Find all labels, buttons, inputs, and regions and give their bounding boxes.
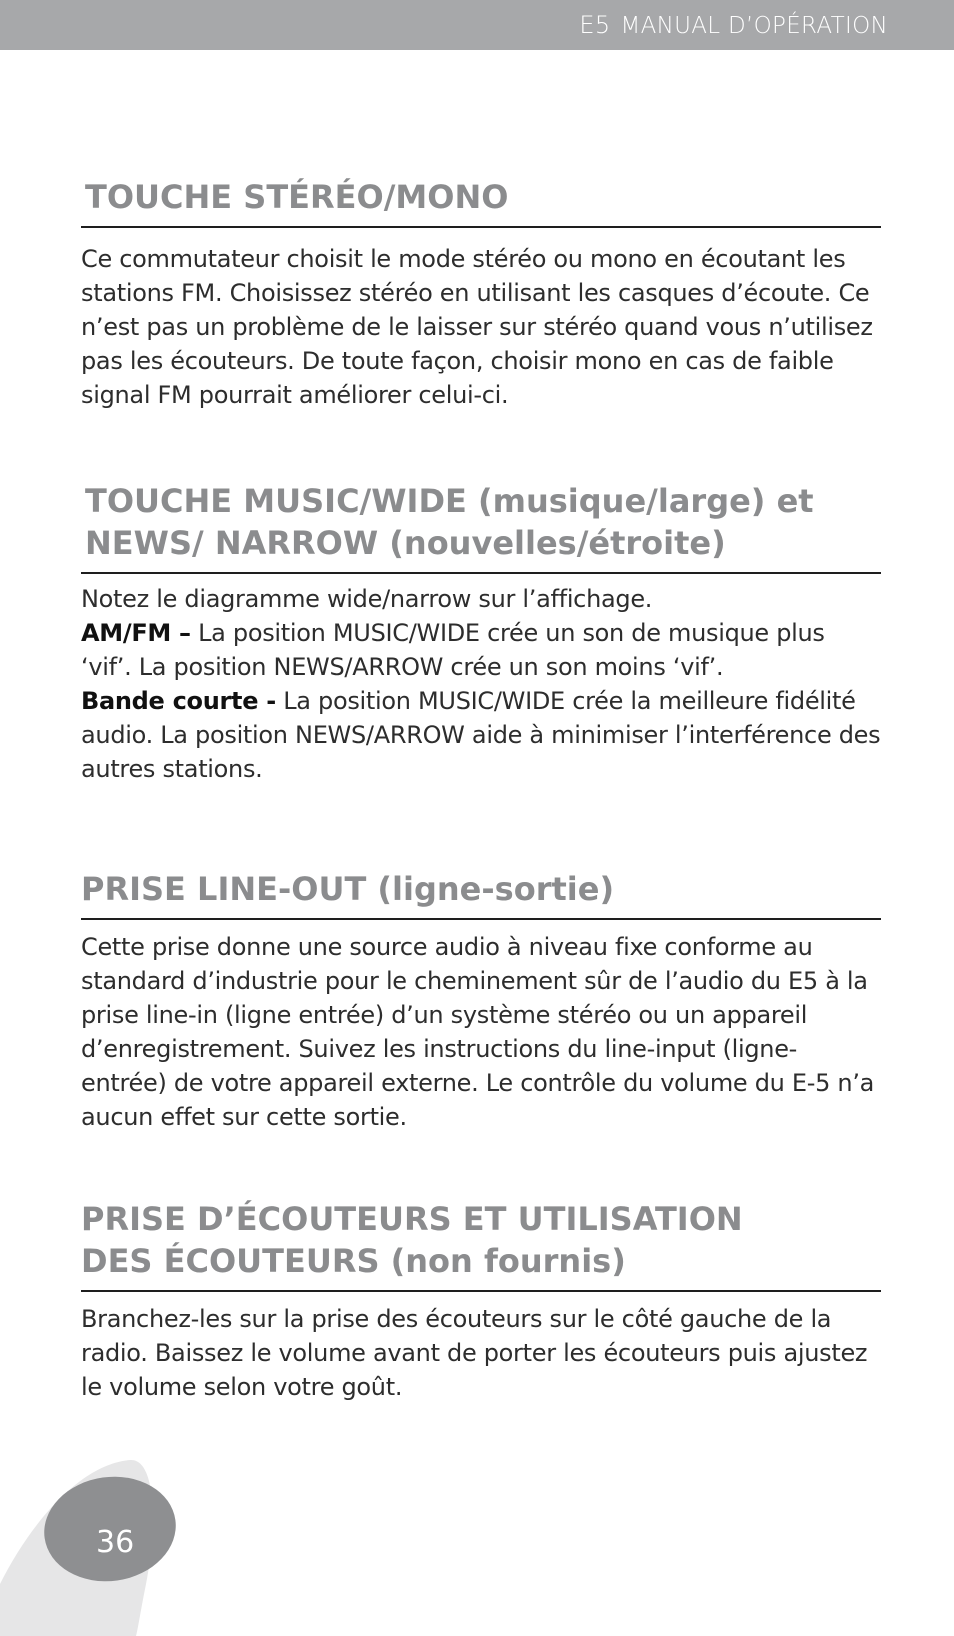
section-paragraph: Cette prise donne une source audio à niveau fixe conforme au standard d’industrie pour le cheminement sûr de l’audio du E5 à la prise line-in (ligne entrée) d’un système stéréo ou un appareil d’enregistrement. Suivez les instructions du line-input (ligne-entrée) de votre appareil externe. Le contrôle du volume du E-5 n’a aucun effet sur cette sortie. — [81, 933, 875, 1131]
header-model: E5 — [579, 11, 611, 39]
section-paragraph: Ce commutateur choisit le mode stéréo ou mono en écoutant les stations FM. Choisissez stéréo en utilisant les casques d’écoute. Ce n’est pas un problème de le laisser sur stéréo quand vous n’utilisez pas les écouteurs. De toute façon, choisir mono en cas de faible signal FM pourrait améliorer celui-ci. — [81, 245, 873, 409]
header-title — [579, 11, 888, 39]
item-lead: Bande courte - — [81, 687, 276, 715]
section-music-wide — [81, 480, 881, 786]
section-divider — [81, 918, 881, 920]
section-line-out — [81, 868, 881, 1134]
section-divider — [81, 1290, 881, 1292]
section-divider — [81, 572, 881, 574]
item-text: La position MUSIC/WIDE crée la meilleure fidélité audio. La position NEWS/ARROW aide à minimiser l’interférence des autres stations. — [81, 687, 881, 783]
section-heading: PRISE LINE-OUT (ligne-sortie) — [81, 870, 615, 908]
page-number: 36 — [96, 1525, 135, 1560]
section-heading: PRISE D’ÉCOUTEURS ET UTILISATION DES ÉCOUTEURS (non fournis) — [81, 1200, 743, 1280]
section-heading: TOUCHE STÉRÉO/MONO — [85, 178, 509, 216]
header-manual-title: MANUAL D’OPÉRATION — [620, 13, 888, 39]
section-stereo-mono — [81, 176, 881, 412]
section-divider — [81, 226, 881, 228]
list-item — [81, 616, 881, 684]
item-lead: AM/FM – — [81, 619, 191, 647]
section-heading: TOUCHE MUSIC/WIDE (musique/large) et NEWS/ NARROW (nouvelles/étroite) — [85, 482, 814, 562]
list-item — [81, 684, 881, 786]
item-text: La position MUSIC/WIDE crée un son de musique plus ‘vif’. La position NEWS/ARROW crée un son moins ‘vif’. — [81, 619, 825, 681]
page-header-bar — [0, 0, 954, 50]
section-paragraph: Branchez-les sur la prise des écouteurs sur le côté gauche de la radio. Baissez le volume avant de porter les écouteurs puis ajustez le volume selon votre goût. — [81, 1305, 868, 1401]
section-intro: Notez le diagramme wide/narrow sur l’affichage. — [81, 585, 653, 613]
section-headphones — [81, 1198, 881, 1404]
